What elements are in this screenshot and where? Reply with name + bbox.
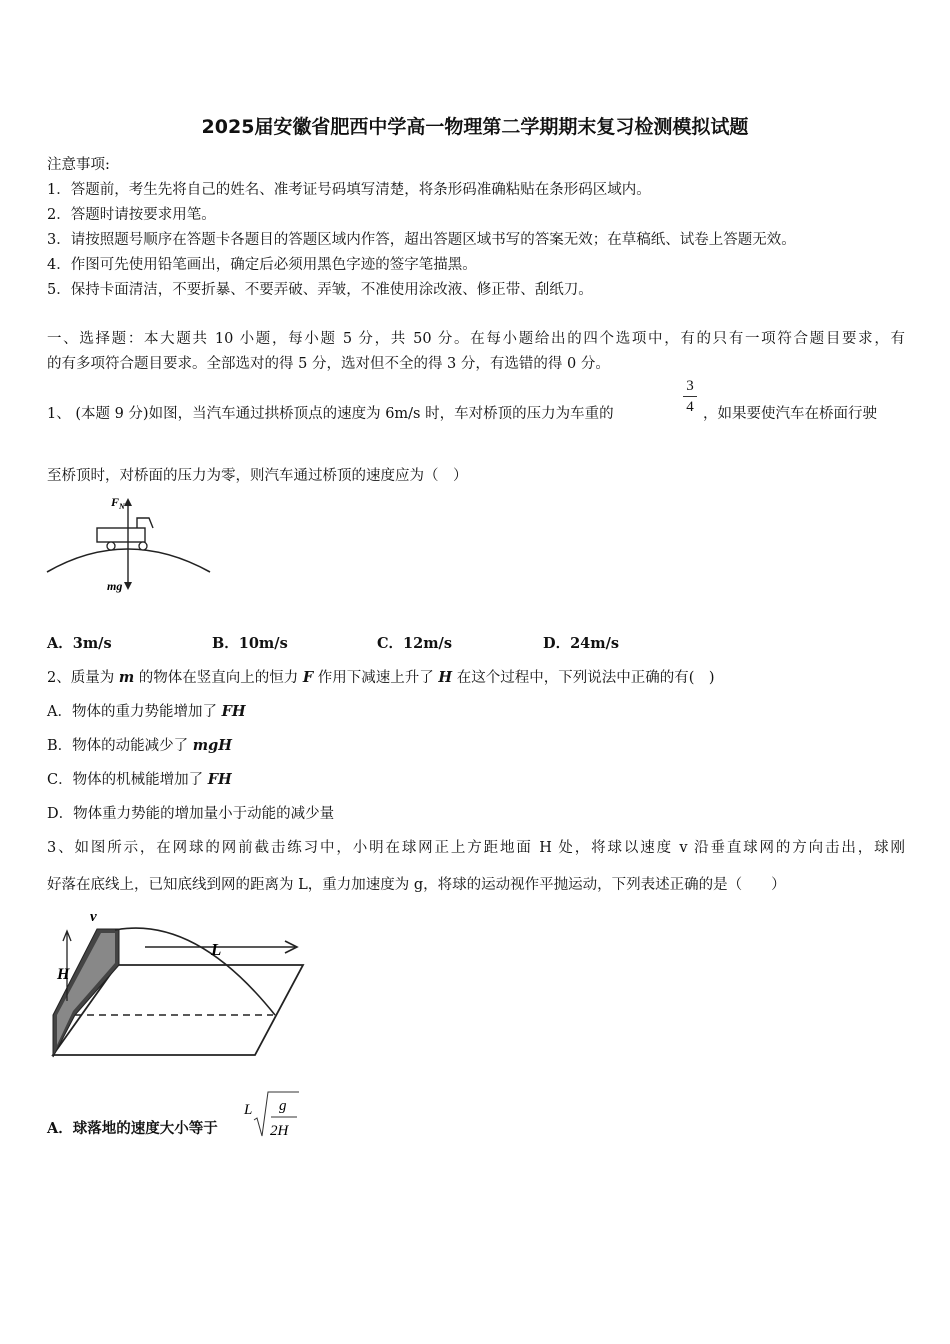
mg-arrow-head [124, 582, 132, 590]
q3-stem-line2: 好落在底线上，已知底线到网的距离为 L，重力加速度为 g，将球的运动视作平抛运动，下列表述正确的是（ ） [47, 877, 786, 893]
q1-stem-line2: 至桥顶时，对桥面的压力为零，则汽车通过桥顶的速度应为（ ） [47, 468, 468, 484]
fn-arrow-head [124, 498, 132, 506]
q3-stem-line1: 3、如图所示，在网球的网前截击练习中，小明在球网正上方距地面 H 处，将球以速度 v 沿垂直球网的方向击出，球刚 [47, 840, 905, 856]
q2-stem-d: 在这个过程中，下列说法中正确的有( ) [452, 670, 715, 686]
h-label: H [57, 966, 70, 983]
formula-den: 2H [270, 1123, 289, 1139]
q1-frac-den: 4 [686, 399, 694, 415]
q2-option-a: A．物体的重力势能增加了 FH [47, 703, 246, 720]
q2-stem-b: 的物体在竖直向上的恒力 [134, 670, 303, 686]
formula-num: g [279, 1098, 287, 1114]
mg-label: mg [107, 579, 123, 593]
notice-item-4: 4．作图可先使用铅笔画出，确定后必须用黑色字迹的签字笔描黑。 [47, 257, 477, 273]
l-label: L [211, 940, 222, 959]
section-line-2: 的有多项符合题目要求。全部选对的得 5 分，选对但不全的得 3 分，有选错的得 0 分。 [47, 356, 610, 372]
q2-var-f: F [302, 669, 314, 686]
q1-option-a: A．3m/s [47, 635, 112, 652]
q2-option-b: B．物体的动能减少了 mgH [47, 737, 232, 754]
page-title: 2025届安徽省肥西中学高一物理第二学期期末复习检测模拟试题 [201, 116, 749, 138]
notice-item-5: 5．保持卡面清洁，不要折暴、不要弄破、弄皱，不准使用涂改液、修正带、刮纸刀。 [47, 282, 593, 298]
q2-var-m: m [118, 669, 135, 686]
q1-fraction [683, 378, 697, 415]
truck-wheel-front [139, 542, 147, 550]
q1-stem-part2: ，如果要使汽车在桥面行驶 [703, 406, 877, 422]
truck-wheel-rear [107, 542, 115, 550]
q1-frac-num: 3 [686, 378, 694, 394]
q2-stem-c: 作用下减速上升了 [313, 670, 439, 686]
q2-stem [47, 666, 715, 687]
notice-item-3: 3．请按照题号顺序在答题卡各题目的答题区域内作答，超出答题区域书写的答案无效；在草稿纸、试卷上答题无效。 [47, 232, 796, 248]
formula-l: L [244, 1102, 253, 1118]
notice-item-1: 1．答题前，考生先将自己的姓名、准考证号码填写清楚，将条形码准确粘贴在条形码区域内。 [47, 182, 651, 198]
v-label: v [90, 909, 97, 925]
truck-body [97, 528, 145, 542]
q3-option-a-text: A．球落地的速度大小等于 [47, 1120, 218, 1137]
q2-var-h: H [438, 669, 453, 686]
q2-option-c: C．物体的机械能增加了 FH [47, 771, 232, 788]
q1-option-b: B．10m/s [212, 635, 288, 652]
q2-stem-a: 2、质量为 [47, 670, 119, 686]
truck-cab [137, 518, 153, 528]
q2-option-d: D．物体重力势能的增加量小于动能的减少量 [47, 806, 335, 822]
q1-option-c: C．12m/s [377, 635, 453, 652]
q3-option-a [47, 1117, 218, 1138]
fn-label: $F_N$ [111, 495, 125, 511]
q3-tennis-figure [45, 905, 310, 1070]
section-line-1: 一、选择题：本大题共 10 小题，每小题 5 分，共 50 分。在每小题给出的四个选项中，有的只有一项符合题目要求，有 [47, 331, 905, 347]
q1-option-d: D．24m/s [543, 635, 620, 652]
q1-bridge-figure [45, 490, 215, 600]
q3-option-a-formula [243, 1090, 303, 1142]
q1-frac-bar [683, 396, 697, 397]
ball-trajectory [115, 928, 275, 1015]
notice-heading: 注意事项: [47, 157, 110, 173]
notice-item-2: 2．答题时请按要求用笔。 [47, 207, 216, 223]
q1-stem-part1: 1、 (本题 9 分)如图，当汽车通过拱桥顶点的速度为 6m/s 时，车对桥顶的压力为车重的 [47, 406, 614, 422]
